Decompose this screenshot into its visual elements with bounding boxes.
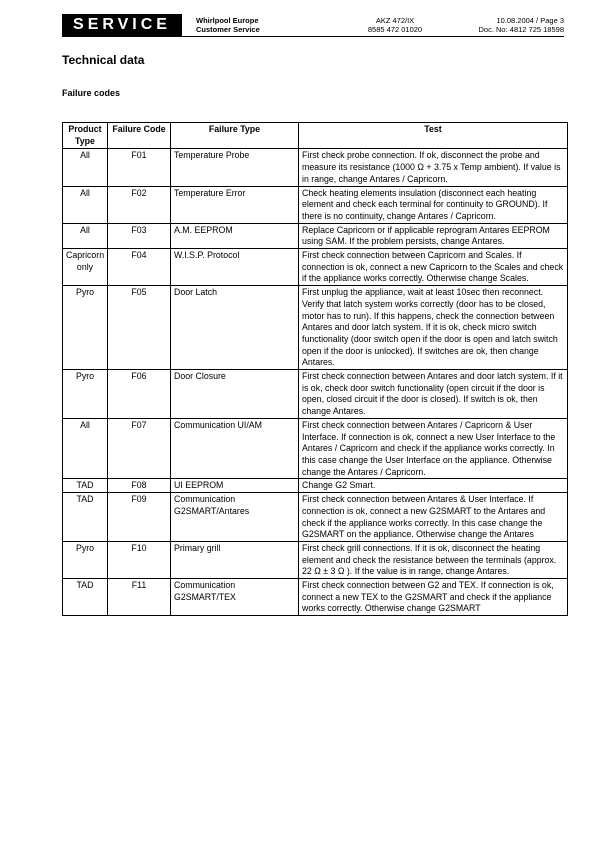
table-row: [63, 286, 568, 370]
cell-failure-type: Primary grill: [171, 541, 299, 578]
cell-failure-code: F10: [108, 541, 171, 578]
cell-failure-type: UI EEPROM: [171, 479, 299, 493]
table-row: [63, 370, 568, 419]
company-department: Customer Service: [196, 25, 260, 34]
cell-product-type: All: [63, 223, 108, 248]
table-row: [63, 418, 568, 479]
table-body: [63, 149, 568, 616]
column-header-failure-type: Failure Type: [171, 123, 299, 149]
cell-failure-code: F09: [108, 493, 171, 542]
table-row: [63, 493, 568, 542]
cell-failure-code: F02: [108, 186, 171, 223]
table-row: [63, 223, 568, 248]
cell-failure-code: F04: [108, 249, 171, 286]
section-title: Failure codes: [62, 88, 121, 98]
column-header-test: Test: [299, 123, 568, 149]
cell-failure-type: Door Closure: [171, 370, 299, 419]
cell-failure-code: F01: [108, 149, 171, 186]
cell-failure-type: Temperature Probe: [171, 149, 299, 186]
page-title: Technical data: [62, 53, 145, 67]
cell-product-type: TAD: [63, 479, 108, 493]
cell-product-type: All: [63, 418, 108, 479]
table-row: [63, 149, 568, 186]
cell-product-type: All: [63, 186, 108, 223]
cell-failure-type: A.M. EEPROM: [171, 223, 299, 248]
cell-test: Check heating elements insulation (disconnect each heating element and check each terminal for continuity to GROUND). If there is no continuity, change Antares / Capricorn.: [299, 186, 568, 223]
table-row: [63, 579, 568, 616]
cell-failure-type: Communication G2SMART/Antares: [171, 493, 299, 542]
cell-failure-code: F03: [108, 223, 171, 248]
cell-test: First check connection between Antares & User Interface. If connection is ok, connect a new G2SMART to the Antares and check if the appliance works correctly. In this case change the G2SMART on the appliance. Otherwise change the Antares: [299, 493, 568, 542]
cell-test: First check connection between Antares and door latch system. If it is ok, check door switch functionality (open circuit if the door is open, closed circuit if the door is closed). If switch is ok, then change Antares.: [299, 370, 568, 419]
cell-failure-type: Communication G2SMART/TEX: [171, 579, 299, 616]
table-row: [63, 479, 568, 493]
document-number: Doc. No: 4812 725 18598: [478, 25, 564, 34]
cell-product-type: Capricorn only: [63, 249, 108, 286]
table-row: [63, 541, 568, 578]
cell-product-type: Pyro: [63, 541, 108, 578]
company-name: Whirlpool Europe: [196, 16, 259, 25]
cell-failure-type: Communication UI/AM: [171, 418, 299, 479]
table-row: [63, 186, 568, 223]
failure-codes-table: [62, 122, 568, 616]
model-info: [350, 16, 440, 34]
cell-failure-code: F08: [108, 479, 171, 493]
cell-product-type: All: [63, 149, 108, 186]
cell-test: First check grill connections. If it is ok, disconnect the heating element and check the resistance between the terminals (approx. 22 Ω ± 3 Ω ). If the value is in range, change Antares.: [299, 541, 568, 578]
cell-test: First check probe connection. If ok, disconnect the probe and measure its resistance (1000 Ω + 3.75 x Temp ambient). If value is in range, change Antares / Capricorn.: [299, 149, 568, 186]
column-header-product-type: Product Type: [63, 123, 108, 149]
cell-test: First unplug the appliance, wait at least 10sec then reconnect. Verify that latch system works correctly (door has to be closed, motor has to run). If this happens, check the connection between Antares and door latch system. If it is ok, check micro switch functionality (door switch open if the door is open and latch switch open if the door is unlocked). If switches are ok, then change Antares.: [299, 286, 568, 370]
header-divider: [62, 36, 564, 37]
cell-failure-type: W.I.S.P. Protocol: [171, 249, 299, 286]
document-info: [479, 16, 564, 34]
company-info: [196, 16, 260, 34]
cell-failure-type: Door Latch: [171, 286, 299, 370]
cell-test: First check connection between Capricorn and Scales. If connection is ok, connect a new Capricorn to the Scales and check if the appliance works correctly. Otherwise change Scales.: [299, 249, 568, 286]
date-page: 10.08.2004 / Page 3: [496, 16, 564, 25]
cell-product-type: TAD: [63, 579, 108, 616]
column-header-failure-code: Failure Code: [108, 123, 171, 149]
service-logo: SERVICE: [62, 14, 182, 36]
table-header-row: [63, 123, 568, 149]
service-code: 8585 472 01020: [367, 25, 423, 34]
cell-test: Replace Capricorn or if applicable reprogram Antares EEPROM using SAM. If the problem persists, change Antares.: [299, 223, 568, 248]
cell-failure-code: F11: [108, 579, 171, 616]
cell-failure-code: F06: [108, 370, 171, 419]
table-row: [63, 249, 568, 286]
model-number: AKZ 472/IX: [375, 16, 415, 25]
cell-failure-type: Temperature Error: [171, 186, 299, 223]
cell-failure-code: F07: [108, 418, 171, 479]
cell-failure-code: F05: [108, 286, 171, 370]
cell-product-type: Pyro: [63, 370, 108, 419]
cell-test: First check connection between G2 and TEX. If connection is ok, connect a new TEX to the G2SMART and check if the appliance works correctly. Otherwise change G2SMART: [299, 579, 568, 616]
cell-product-type: Pyro: [63, 286, 108, 370]
cell-product-type: TAD: [63, 493, 108, 542]
cell-test: First check connection between Antares / Capricorn & User Interface. If connection is ok, connect a new User Interface to the Antares / Capricorn and check if the appliance works correctly. In this case change the User Interface on the appliance. Otherwise change the Antares / Capricorn.: [299, 418, 568, 479]
cell-test: Change G2 Smart.: [299, 479, 568, 493]
